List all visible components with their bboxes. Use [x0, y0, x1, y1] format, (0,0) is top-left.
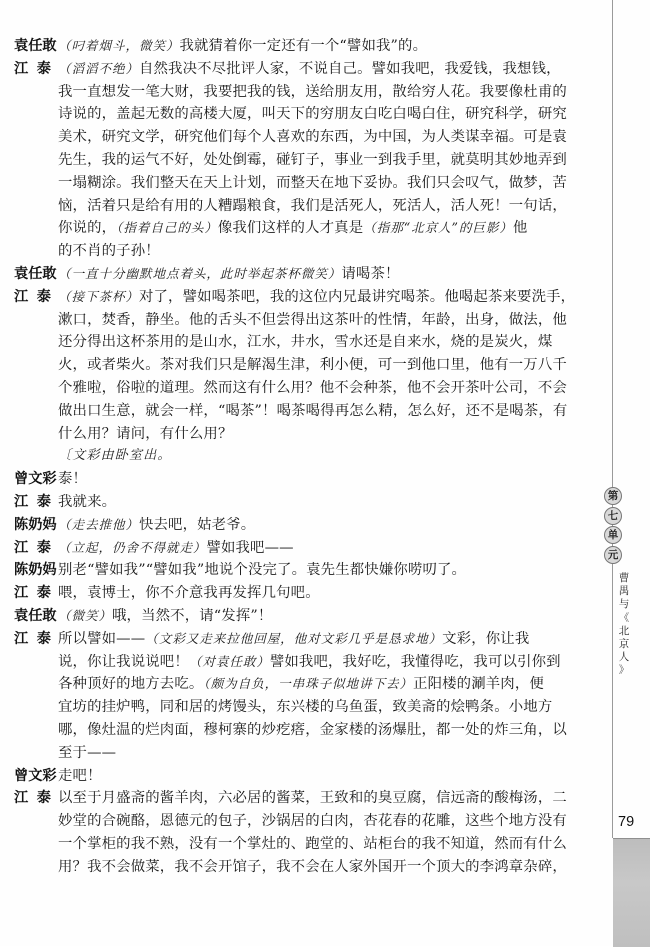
- stage-direction-inline: （接下茶杯）: [58, 288, 139, 304]
- text-line: [58, 628, 584, 651]
- dialogue-text: 你说的，: [58, 220, 117, 237]
- unit-subtitle-char: 》: [618, 664, 630, 677]
- dialogue-text: 喂，袁博士，你不介意我再发挥几句吧。: [58, 585, 320, 602]
- stage-direction-inline: （微笑）: [58, 607, 112, 623]
- unit-badge: 七: [604, 507, 622, 525]
- text-line: [58, 559, 584, 582]
- text-line: [58, 309, 584, 332]
- dialogue-text: 哦，当然不，请“发挥”！: [111, 607, 273, 624]
- unit-badge: 元: [604, 546, 622, 564]
- dialogue-entry: [14, 765, 584, 788]
- stage-direction-inline: （滔滔不绝）: [58, 60, 139, 76]
- text-line: [58, 787, 584, 810]
- dialogue-text: 自然我决不尽批评人家，不说自己。譬如我吧，我爱钱，我想钱，: [138, 60, 561, 77]
- dialogue-entry: [14, 559, 584, 582]
- dialogue-entry: [14, 628, 584, 765]
- dialogue-text: 泰！: [58, 471, 88, 488]
- text-line: [58, 103, 584, 126]
- speaker-name: 陈奶妈: [14, 516, 57, 533]
- stage-direction-inline: （叼着烟斗，微笑）: [58, 38, 180, 53]
- dialogue-lines: [58, 58, 584, 263]
- text-line: [58, 240, 584, 263]
- text-line: [58, 331, 584, 354]
- dialogue-text: 对了，譬如喝茶吧，我的这位内兄最讲究喝茶。他喝起茶来要洗手，: [138, 288, 576, 305]
- text-line: [58, 58, 584, 81]
- dialogue-text: 什么用？请问，有什么用？: [58, 425, 233, 442]
- speaker-name: 曾文彩: [14, 471, 57, 488]
- text-line: [58, 400, 584, 423]
- dialogue-text: 至于——: [58, 744, 117, 761]
- dialogue-lines: [58, 582, 584, 605]
- text-line: [58, 286, 584, 309]
- text-line: [58, 354, 584, 377]
- text-line: [58, 195, 584, 218]
- stage-direction: [14, 445, 584, 468]
- dialogue-lines: [58, 35, 584, 58]
- dialogue-text: 做出口生意，就会一样，“喝茶”！喝茶喝得再怎么精，怎么好，还不是喝茶，有: [58, 402, 568, 419]
- dialogue-entry: [14, 605, 584, 628]
- text-line: [58, 377, 584, 400]
- speaker-name: 江 泰: [14, 60, 51, 77]
- dialogue-lines: [58, 628, 584, 765]
- unit-subtitle-char: 禺: [618, 585, 630, 598]
- text-line: [58, 742, 584, 765]
- dialogue-entry: [14, 514, 584, 537]
- dialogue-lines: [58, 605, 584, 628]
- stage-direction-inline: （走去推他）: [58, 516, 139, 532]
- stage-direction-inline: （颇为自负，一串珠子似地讲下去）: [203, 676, 414, 692]
- speaker-name: 袁任敢: [14, 265, 57, 282]
- dialogue-text: 别老“譬如我”“譬如我”地说个没完了。袁先生都快嫌你唠叨了。: [58, 562, 467, 579]
- dialogue-text: 美术，研究文学，研究他们每个人喜欢的东西，为中国，为人类谋幸福。可是袁: [58, 129, 567, 146]
- dialogue-lines: [58, 263, 584, 286]
- text-line: [58, 810, 584, 833]
- text-line: [58, 651, 584, 674]
- speaker-name: 陈奶妈: [14, 562, 57, 579]
- dialogue-entry: [14, 582, 584, 605]
- dialogue-entry: [14, 537, 584, 560]
- dialogue-text: 还分得出这杯茶用的是山水，江水，井水，雪水还是自来水，烧的是炭火，煤: [58, 334, 553, 351]
- dialogue-text: 诗说的，盖起无数的高楼大厦，叫天下的穷朋友白吃白喝白住，研究科学，研究: [58, 106, 567, 123]
- text-line: [58, 126, 584, 149]
- dialogue-text: 他: [512, 220, 528, 237]
- dialogue-text: 火，或者柴火。茶对我们只是解渴生津，利小便，可一到他口里，他有一万八千: [58, 357, 567, 374]
- dialogue-entry: [14, 468, 584, 491]
- dialogue-text: 恼，活着只是给有用的人糟蹋粮食，我们是活死人，死活人，活人死！一句话，: [58, 197, 567, 214]
- speaker-name: 江 泰: [14, 585, 51, 602]
- dialogue-text: 先生，我的运气不好，处处倒霉，碰钉子，事业一到我手里，就莫明其妙地弄到: [58, 151, 567, 168]
- text-line: [58, 445, 584, 468]
- dialogue-text: 哪，像灶温的烂肉面，穆柯寨的炒疙瘩，金家楼的汤爆肚，都一处的炸三角，以: [58, 721, 567, 738]
- text-line: [58, 81, 584, 104]
- speaker-name: 江 泰: [14, 539, 51, 556]
- text-line: [58, 172, 584, 195]
- dialogue-text: 各种顶好的地方去吃。: [58, 676, 204, 693]
- dialogue-text: 个雅啦，俗啦的道理。然而这有什么用？他不会种茶，他不会开茶叶公司，不会: [58, 379, 567, 396]
- margin-gray-block: [613, 838, 650, 947]
- page-number: 79: [618, 814, 635, 830]
- dialogue-text: 漱口，焚香，静坐。他的舌头不但尝得出这茶叶的性情，年龄，出身，做法，他: [58, 311, 567, 328]
- dialogue-entry: [14, 286, 584, 446]
- dialogue-text: 我就来。: [58, 493, 117, 510]
- unit-subtitle-char: 北: [618, 624, 630, 637]
- speaker-name: 袁任敢: [14, 38, 57, 54]
- speaker-name: 曾文彩: [14, 767, 57, 784]
- dialogue-text: 像我们这样的人才真是: [217, 220, 364, 237]
- stage-direction-inline: （指那“北京人”的巨影）: [363, 220, 513, 236]
- text-line: [58, 217, 584, 240]
- text-line: [58, 149, 584, 172]
- dialogue-text: 我就猜着你一定还有一个“譬如我”的。: [179, 38, 428, 54]
- speaker-name: 江 泰: [14, 288, 51, 305]
- text-line: [58, 491, 584, 514]
- dialogue-text: 一塌糊涂。我们整天在天上计划，而整天在地下妥协。我们只会叹气，做梦，苦: [58, 174, 567, 191]
- stage-direction-inline: （立起，仍舍不得就走）: [58, 539, 207, 555]
- text-line: [58, 423, 584, 446]
- unit-subtitle-char: 曹: [618, 572, 630, 584]
- dialogue-text: 文彩，你让我: [442, 630, 530, 647]
- unit-subtitle-char: 人: [618, 651, 630, 664]
- stage-direction-inline: （指着自己的头）: [116, 220, 218, 236]
- text-line: [58, 719, 584, 742]
- unit-badges: [604, 487, 622, 565]
- dialogue-text: 我一直想发一笔大财，我要把我的钱，送给朋友用，散给穷人花。我要像杜甫的: [58, 83, 567, 100]
- stage-direction-inline: （一直十分幽默地点着头，此时举起茶杯微笑）: [58, 265, 342, 281]
- dialogue-lines: [58, 787, 584, 878]
- dialogue-text: 宜坊的挂炉鸭，同和居的烤馒头，东兴楼的乌鱼蛋，致美斋的烩鸭条。小地方: [58, 699, 553, 716]
- dialogue-text: 一个掌柜的我不熟，没有一个掌灶的、跑堂的、站柜台的我不知道，然而有什么: [58, 835, 567, 852]
- speaker-name: 江 泰: [14, 630, 51, 647]
- dialogue-lines: [58, 514, 584, 537]
- speaker-name: 江 泰: [14, 493, 51, 510]
- dialogue-entry: [14, 58, 584, 263]
- dialogue-lines: [58, 468, 584, 491]
- text-line: [58, 833, 584, 856]
- dialogue-text: 的不肖的子孙！: [58, 243, 160, 260]
- dialogue-lines: [58, 765, 584, 788]
- text-line: [58, 605, 584, 628]
- text-line: [58, 263, 584, 286]
- text-line: [58, 856, 584, 879]
- dialogue-lines: [58, 445, 584, 468]
- text-line: [58, 537, 584, 560]
- text-line: [58, 765, 584, 788]
- dialogue-entry: [14, 35, 584, 58]
- dialogue-text: 譬如我吧，我好吃，我懂得吃，我可以引你到: [269, 653, 561, 670]
- dialogue-text: 走吧！: [58, 767, 102, 784]
- speaker-name: 江 泰: [14, 790, 51, 807]
- dialogue-entry: [14, 787, 584, 878]
- dialogue-text: 说，你让我说说吧！: [58, 653, 189, 670]
- speaker-name: 袁任敢: [14, 607, 57, 624]
- dialogue-text: 以至于月盛斋的酱羊肉，六必居的酱菜，王致和的臭豆腐，信远斋的酸梅汤，二: [58, 790, 567, 807]
- dialogue-lines: [58, 537, 584, 560]
- dialogue-text: 〔文彩由卧室出。: [58, 448, 172, 464]
- dialogue-entry: [14, 263, 584, 286]
- text-line: [58, 582, 584, 605]
- text-line: [58, 696, 584, 719]
- unit-badge: 第: [604, 487, 622, 505]
- stage-direction-inline: （文彩又走来拉他回屋，他对文彩几乎是恳求地）: [145, 630, 443, 646]
- text-line: [58, 514, 584, 537]
- text-line: [58, 468, 584, 491]
- unit-subtitle-char: 与: [618, 598, 630, 611]
- dialogue-lines: [58, 286, 584, 446]
- text-line: [58, 35, 584, 58]
- dialogue-lines: [58, 559, 584, 582]
- dialogue-text: 所以譬如——: [58, 630, 146, 647]
- play-script: [14, 35, 584, 878]
- dialogue-text: 用？我不会做菜，我不会开馆子，我不会在人家外国开一个顶大的李鸿章杂碎，: [58, 858, 567, 875]
- dialogue-text: 妙堂的合碗酪，恩德元的包子，沙锅居的白肉，杏花春的花雕，这些个地方没有: [58, 813, 567, 830]
- dialogue-text: 请喝茶！: [341, 265, 400, 282]
- dialogue-text: 快去吧，姑老爷。: [138, 516, 256, 533]
- unit-subtitle: [617, 572, 631, 678]
- dialogue-lines: [58, 491, 584, 514]
- margin-rule: [612, 0, 613, 838]
- dialogue-text: 譬如我吧——: [206, 539, 294, 556]
- text-line: [58, 673, 584, 696]
- unit-badge: 单: [604, 526, 622, 544]
- dialogue-text: 正阳楼的涮羊肉，便: [413, 676, 544, 693]
- stage-direction-inline: （对袁任敢）: [188, 653, 270, 669]
- dialogue-entry: [14, 491, 584, 514]
- unit-subtitle-char: 《: [618, 611, 630, 624]
- unit-subtitle-char: 京: [618, 638, 630, 651]
